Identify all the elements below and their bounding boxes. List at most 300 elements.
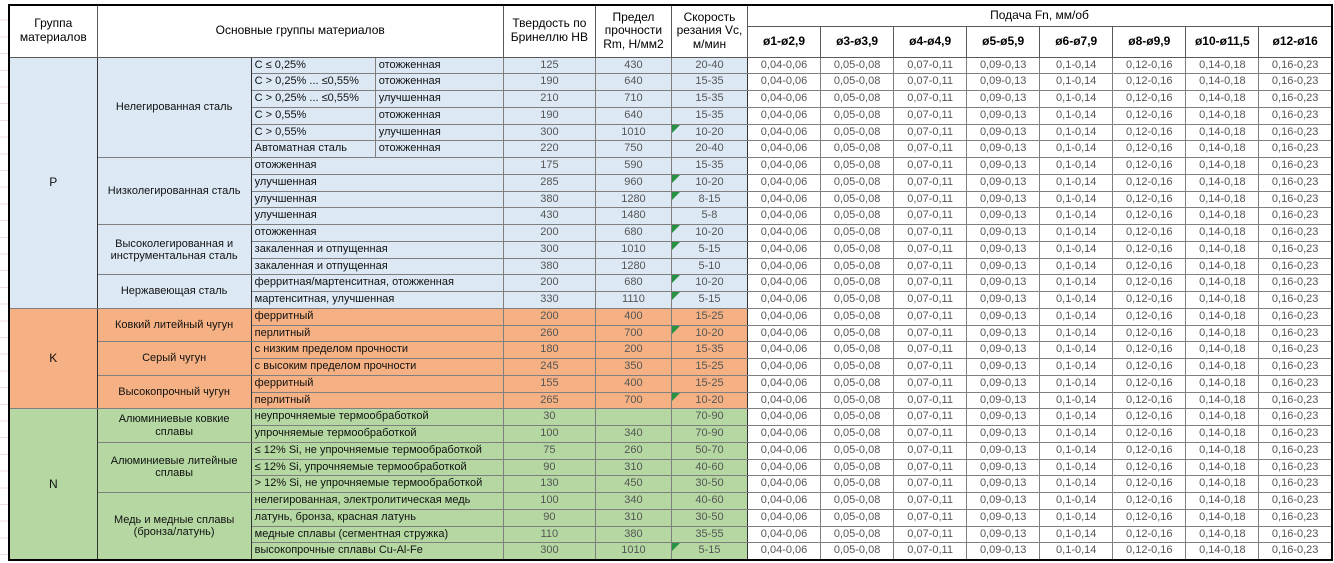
material-desc-cell: отожженная (251, 225, 503, 242)
feed-cell: 0,14-0,18 (1186, 442, 1259, 459)
feed-cell: 0,14-0,18 (1186, 543, 1259, 560)
strength-cell (595, 409, 671, 426)
feed-cell: 0,05-0,08 (821, 141, 894, 158)
feed-cell: 0,12-0,16 (1113, 426, 1186, 443)
hardness-cell: 190 (503, 107, 595, 124)
feed-cell: 0,12-0,16 (1113, 342, 1186, 359)
speed-cell: 5-15 (671, 241, 747, 258)
hardness-cell: 90 (503, 509, 595, 526)
feed-col-header: ø8-ø9,9 (1113, 26, 1186, 57)
feed-cell: 0,14-0,18 (1186, 476, 1259, 493)
feed-cell: 0,07-0,11 (894, 476, 967, 493)
material-desc-cell: перлитный (251, 325, 503, 342)
material-desc-cell: ≤ 12% Si, упрочняемые термообработкой (251, 459, 503, 476)
strength-cell: 750 (595, 141, 671, 158)
feed-cell: 0,16-0,23 (1259, 409, 1332, 426)
feed-cell: 0,14-0,18 (1186, 325, 1259, 342)
feed-cell: 0,05-0,08 (821, 409, 894, 426)
feed-cell: 0,05-0,08 (821, 74, 894, 91)
feed-col-header: ø10-ø11,5 (1186, 26, 1259, 57)
feed-cell: 0,05-0,08 (821, 325, 894, 342)
feed-cell: 0,14-0,18 (1186, 292, 1259, 309)
feed-cell: 0,14-0,18 (1186, 208, 1259, 225)
feed-cell: 0,09-0,13 (967, 158, 1040, 175)
feed-cell: 0,12-0,16 (1113, 459, 1186, 476)
feed-cell: 0,1-0,14 (1040, 392, 1113, 409)
strength-cell: 380 (595, 526, 671, 543)
feed-cell: 0,05-0,08 (821, 292, 894, 309)
material-desc-cell: закаленная и отпущенная (251, 241, 503, 258)
feed-cell: 0,1-0,14 (1040, 258, 1113, 275)
strength-cell: 1480 (595, 208, 671, 225)
feed-cell: 0,04-0,06 (748, 275, 821, 292)
feed-cell: 0,04-0,06 (748, 74, 821, 91)
hardness-cell: 220 (503, 141, 595, 158)
strength-cell: 400 (595, 375, 671, 392)
feed-cell: 0,16-0,23 (1259, 124, 1332, 141)
feed-cell: 0,16-0,23 (1259, 107, 1332, 124)
feed-cell: 0,04-0,06 (748, 292, 821, 309)
feed-cell: 0,09-0,13 (967, 258, 1040, 275)
feed-cell: 0,04-0,06 (748, 342, 821, 359)
feed-cell: 0,05-0,08 (821, 476, 894, 493)
feed-cell: 0,09-0,13 (967, 57, 1040, 74)
material-spec-cell: C > 0,55% (251, 124, 375, 141)
feed-cell: 0,14-0,18 (1186, 74, 1259, 91)
feed-cell: 0,04-0,06 (748, 225, 821, 242)
feed-cell: 0,07-0,11 (894, 375, 967, 392)
feed-cell: 0,04-0,06 (748, 392, 821, 409)
feed-cell: 0,04-0,06 (748, 258, 821, 275)
feed-cell: 0,12-0,16 (1113, 325, 1186, 342)
feed-cell: 0,05-0,08 (821, 509, 894, 526)
feed-cell: 0,12-0,16 (1113, 225, 1186, 242)
material-subgroup-cell: Низколегированная сталь (97, 158, 251, 225)
hardness-cell: 190 (503, 74, 595, 91)
feed-cell: 0,12-0,16 (1113, 191, 1186, 208)
comment-flag-icon (672, 543, 680, 551)
feed-cell: 0,07-0,11 (894, 174, 967, 191)
feed-cell: 0,12-0,16 (1113, 91, 1186, 108)
feed-cell: 0,04-0,06 (748, 459, 821, 476)
feed-cell: 0,04-0,06 (748, 442, 821, 459)
strength-cell: 1280 (595, 191, 671, 208)
feed-cell: 0,16-0,23 (1259, 208, 1332, 225)
feed-cell: 0,16-0,23 (1259, 292, 1332, 309)
feed-cell: 0,04-0,06 (748, 426, 821, 443)
feed-cell: 0,09-0,13 (967, 107, 1040, 124)
feed-cell: 0,14-0,18 (1186, 409, 1259, 426)
material-desc-cell: улучшенная (251, 174, 503, 191)
comment-flag-icon (672, 225, 680, 233)
feed-cell: 0,14-0,18 (1186, 57, 1259, 74)
hardness-cell: 210 (503, 91, 595, 108)
speed-cell: 15-35 (671, 158, 747, 175)
feed-cell: 0,04-0,06 (748, 241, 821, 258)
material-subgroup-cell: Медь и медные сплавы (бронза/латунь) (97, 493, 251, 560)
feed-cell: 0,1-0,14 (1040, 526, 1113, 543)
hardness-cell: 130 (503, 476, 595, 493)
material-row (9, 409, 1332, 426)
feed-cell: 0,1-0,14 (1040, 509, 1113, 526)
feed-col-header: ø4-ø4,9 (894, 26, 967, 57)
feed-cell: 0,12-0,16 (1113, 241, 1186, 258)
feed-cell: 0,14-0,18 (1186, 308, 1259, 325)
strength-cell: 590 (595, 158, 671, 175)
feed-cell: 0,16-0,23 (1259, 392, 1332, 409)
material-group-code-cell: N (9, 409, 97, 560)
feed-cell: 0,04-0,06 (748, 325, 821, 342)
speed-cell: 15-35 (671, 74, 747, 91)
feed-cell: 0,12-0,16 (1113, 476, 1186, 493)
feed-cell: 0,09-0,13 (967, 91, 1040, 108)
material-state-cell: улучшенная (375, 124, 503, 141)
feed-cell: 0,09-0,13 (967, 308, 1040, 325)
feed-cell: 0,07-0,11 (894, 107, 967, 124)
feed-cell: 0,14-0,18 (1186, 526, 1259, 543)
material-subgroup-cell: Алюминиевые литейные сплавы (97, 442, 251, 492)
material-spec-cell: C > 0,25% ... ≤0,55% (251, 91, 375, 108)
speed-cell: 15-25 (671, 308, 747, 325)
feed-cell: 0,1-0,14 (1040, 241, 1113, 258)
feed-cell: 0,04-0,06 (748, 191, 821, 208)
material-subgroup-cell: Высокопрочный чугун (97, 375, 251, 409)
strength-cell: 340 (595, 493, 671, 510)
feed-cell: 0,14-0,18 (1186, 258, 1259, 275)
feed-cell: 0,16-0,23 (1259, 275, 1332, 292)
hardness-cell: 380 (503, 191, 595, 208)
feed-cell: 0,16-0,23 (1259, 241, 1332, 258)
feed-cell: 0,05-0,08 (821, 107, 894, 124)
material-desc-cell: улучшенная (251, 208, 503, 225)
feed-cell: 0,09-0,13 (967, 392, 1040, 409)
feed-cell: 0,12-0,16 (1113, 359, 1186, 376)
feed-cell: 0,16-0,23 (1259, 375, 1332, 392)
feed-cell: 0,05-0,08 (821, 493, 894, 510)
feed-cell: 0,04-0,06 (748, 375, 821, 392)
material-subgroup-cell: Алюминиевые ковкие сплавы (97, 409, 251, 443)
hardness-cell: 155 (503, 375, 595, 392)
feed-cell: 0,07-0,11 (894, 308, 967, 325)
strength-cell: 640 (595, 74, 671, 91)
table-header (9, 5, 1332, 57)
feed-cell: 0,12-0,16 (1113, 74, 1186, 91)
material-spec-cell: Автоматная сталь (251, 141, 375, 158)
feed-cell: 0,1-0,14 (1040, 74, 1113, 91)
feed-cell: 0,16-0,23 (1259, 74, 1332, 91)
feed-cell: 0,07-0,11 (894, 543, 967, 560)
hardness-cell: 175 (503, 158, 595, 175)
speed-cell: 10-20 (671, 275, 747, 292)
material-desc-cell: нелегированная, электролитическая медь (251, 493, 503, 510)
feed-cell: 0,07-0,11 (894, 426, 967, 443)
feed-cell: 0,04-0,06 (748, 526, 821, 543)
material-desc-cell: высокопрочные сплавы Cu-Al-Fe (251, 543, 503, 560)
feed-cell: 0,07-0,11 (894, 158, 967, 175)
feed-cell: 0,07-0,11 (894, 442, 967, 459)
feed-cell: 0,1-0,14 (1040, 292, 1113, 309)
feed-cell: 0,1-0,14 (1040, 91, 1113, 108)
feed-cell: 0,12-0,16 (1113, 493, 1186, 510)
speed-cell: 10-20 (671, 325, 747, 342)
strength-cell: 680 (595, 225, 671, 242)
hardness-cell: 200 (503, 225, 595, 242)
feed-cell: 0,1-0,14 (1040, 459, 1113, 476)
col-header-main-groups: Основные группы материалов (97, 5, 503, 57)
col-header-material-group: Группа материалов (9, 5, 97, 57)
feed-cell: 0,16-0,23 (1259, 342, 1332, 359)
feed-cell: 0,07-0,11 (894, 292, 967, 309)
material-subgroup-cell: Нержавеющая сталь (97, 275, 251, 309)
feed-cell: 0,04-0,06 (748, 91, 821, 108)
hardness-cell: 245 (503, 359, 595, 376)
hardness-cell: 30 (503, 409, 595, 426)
material-desc-cell: закаленная и отпущенная (251, 258, 503, 275)
speed-cell: 20-40 (671, 141, 747, 158)
speed-cell: 15-25 (671, 375, 747, 392)
feed-cell: 0,09-0,13 (967, 426, 1040, 443)
material-desc-cell: улучшенная (251, 191, 503, 208)
feed-cell: 0,09-0,13 (967, 124, 1040, 141)
feed-cell: 0,14-0,18 (1186, 509, 1259, 526)
strength-cell: 350 (595, 359, 671, 376)
feed-cell: 0,16-0,23 (1259, 543, 1332, 560)
feed-cell: 0,16-0,23 (1259, 158, 1332, 175)
material-desc-cell: латунь, бронза, красная латунь (251, 509, 503, 526)
feed-cell: 0,07-0,11 (894, 124, 967, 141)
feed-cell: 0,04-0,06 (748, 359, 821, 376)
feed-cell: 0,1-0,14 (1040, 275, 1113, 292)
hardness-cell: 200 (503, 308, 595, 325)
speed-cell: 10-20 (671, 174, 747, 191)
material-spec-cell: C ≤ 0,25% (251, 57, 375, 74)
feed-cell: 0,12-0,16 (1113, 375, 1186, 392)
material-row (9, 442, 1332, 459)
sheet-gutter (0, 4, 8, 560)
feed-col-header: ø1-ø2,9 (748, 26, 821, 57)
strength-cell: 450 (595, 476, 671, 493)
feed-cell: 0,14-0,18 (1186, 375, 1259, 392)
speed-cell: 15-35 (671, 91, 747, 108)
comment-flag-icon (672, 175, 680, 183)
col-header-feed-title: Подача Fn, мм/об (748, 5, 1332, 26)
feed-cell: 0,1-0,14 (1040, 426, 1113, 443)
feed-col-header: ø12-ø16 (1259, 26, 1332, 57)
feed-cell: 0,09-0,13 (967, 526, 1040, 543)
feed-cell: 0,09-0,13 (967, 409, 1040, 426)
material-desc-cell: неупрочняемые термообработкой (251, 409, 503, 426)
material-row (9, 308, 1332, 325)
feed-cell: 0,14-0,18 (1186, 359, 1259, 376)
feed-cell: 0,07-0,11 (894, 526, 967, 543)
feed-cell: 0,12-0,16 (1113, 392, 1186, 409)
material-state-cell: отожженная (375, 107, 503, 124)
feed-cell: 0,09-0,13 (967, 543, 1040, 560)
speed-cell: 50-70 (671, 442, 747, 459)
feed-cell: 0,04-0,06 (748, 107, 821, 124)
feed-cell: 0,14-0,18 (1186, 141, 1259, 158)
feed-cell: 0,07-0,11 (894, 208, 967, 225)
feed-cell: 0,12-0,16 (1113, 526, 1186, 543)
feed-cell: 0,09-0,13 (967, 141, 1040, 158)
speed-cell: 70-90 (671, 426, 747, 443)
feed-cell: 0,09-0,13 (967, 225, 1040, 242)
feed-cell: 0,07-0,11 (894, 325, 967, 342)
speed-cell: 8-15 (671, 191, 747, 208)
hardness-cell: 180 (503, 342, 595, 359)
material-spec-cell: C > 0,55% (251, 107, 375, 124)
hardness-cell: 75 (503, 442, 595, 459)
col-header-strength: Предел прочности Rm, Н/мм2 (595, 5, 671, 57)
material-row (9, 57, 1332, 74)
feed-cell: 0,1-0,14 (1040, 375, 1113, 392)
speed-cell: 35-55 (671, 526, 747, 543)
feed-cell: 0,1-0,14 (1040, 442, 1113, 459)
feed-cell: 0,14-0,18 (1186, 225, 1259, 242)
strength-cell: 1010 (595, 543, 671, 560)
feed-cell: 0,12-0,16 (1113, 509, 1186, 526)
hardness-cell: 300 (503, 241, 595, 258)
speed-cell: 5-10 (671, 258, 747, 275)
feed-cell: 0,09-0,13 (967, 325, 1040, 342)
feed-cell: 0,05-0,08 (821, 275, 894, 292)
feed-cell: 0,04-0,06 (748, 509, 821, 526)
feed-cell: 0,12-0,16 (1113, 124, 1186, 141)
feed-cell: 0,16-0,23 (1259, 174, 1332, 191)
material-subgroup-cell: Ковкий литейный чугун (97, 308, 251, 342)
feed-cell: 0,1-0,14 (1040, 57, 1113, 74)
feed-cell: 0,14-0,18 (1186, 124, 1259, 141)
material-desc-cell: ферритный (251, 375, 503, 392)
feed-cell: 0,04-0,06 (748, 158, 821, 175)
material-state-cell: отожженная (375, 141, 503, 158)
feed-cell: 0,07-0,11 (894, 392, 967, 409)
feed-cell: 0,14-0,18 (1186, 91, 1259, 108)
feed-cell: 0,1-0,14 (1040, 225, 1113, 242)
feed-cell: 0,09-0,13 (967, 359, 1040, 376)
feed-cell: 0,04-0,06 (748, 543, 821, 560)
feed-cell: 0,16-0,23 (1259, 325, 1332, 342)
material-subgroup-cell: Высоколегированная и инструментальная сталь (97, 225, 251, 275)
material-state-cell: отожженная (375, 57, 503, 74)
speed-cell: 40-60 (671, 493, 747, 510)
hardness-cell: 90 (503, 459, 595, 476)
speed-cell: 5-8 (671, 208, 747, 225)
material-desc-cell: ≤ 12% Si, не упрочняемые термообработкой (251, 442, 503, 459)
feed-cell: 0,05-0,08 (821, 57, 894, 74)
hardness-cell: 380 (503, 258, 595, 275)
feed-cell: 0,14-0,18 (1186, 191, 1259, 208)
feed-cell: 0,04-0,06 (748, 141, 821, 158)
feed-cell: 0,14-0,18 (1186, 107, 1259, 124)
material-desc-cell: с высоким пределом прочности (251, 359, 503, 376)
feed-cell: 0,1-0,14 (1040, 158, 1113, 175)
feed-cell: 0,07-0,11 (894, 509, 967, 526)
feed-cell: 0,16-0,23 (1259, 359, 1332, 376)
feed-cell: 0,1-0,14 (1040, 107, 1113, 124)
strength-cell: 640 (595, 107, 671, 124)
feed-cell: 0,05-0,08 (821, 359, 894, 376)
strength-cell: 680 (595, 275, 671, 292)
feed-cell: 0,04-0,06 (748, 308, 821, 325)
feed-cell: 0,07-0,11 (894, 409, 967, 426)
material-desc-cell: с низким пределом прочности (251, 342, 503, 359)
feed-cell: 0,07-0,11 (894, 459, 967, 476)
feed-cell: 0,16-0,23 (1259, 308, 1332, 325)
material-row (9, 225, 1332, 242)
speed-cell: 5-15 (671, 292, 747, 309)
feed-cell: 0,05-0,08 (821, 426, 894, 443)
feed-cell: 0,04-0,06 (748, 174, 821, 191)
feed-cell: 0,16-0,23 (1259, 493, 1332, 510)
strength-cell: 1110 (595, 292, 671, 309)
feed-col-header: ø3-ø3,9 (821, 26, 894, 57)
feed-cell: 0,09-0,13 (967, 476, 1040, 493)
feed-cell: 0,1-0,14 (1040, 476, 1113, 493)
comment-flag-icon (672, 292, 680, 300)
feed-cell: 0,09-0,13 (967, 191, 1040, 208)
speed-cell: 5-15 (671, 543, 747, 560)
feed-cell: 0,12-0,16 (1113, 208, 1186, 225)
feed-cell: 0,05-0,08 (821, 258, 894, 275)
feed-cell: 0,14-0,18 (1186, 426, 1259, 443)
material-state-cell: отожженная (375, 74, 503, 91)
feed-cell: 0,16-0,23 (1259, 141, 1332, 158)
strength-cell: 310 (595, 509, 671, 526)
feed-cell: 0,1-0,14 (1040, 543, 1113, 560)
feed-cell: 0,05-0,08 (821, 124, 894, 141)
material-group-code-cell: K (9, 308, 97, 409)
col-header-speed: Скорость резания Vc, м/мин (671, 5, 747, 57)
feed-cell: 0,05-0,08 (821, 543, 894, 560)
feed-cell: 0,09-0,13 (967, 74, 1040, 91)
feed-cell: 0,09-0,13 (967, 342, 1040, 359)
material-desc-cell: ферритный (251, 308, 503, 325)
feed-cell: 0,09-0,13 (967, 208, 1040, 225)
feed-cell: 0,1-0,14 (1040, 191, 1113, 208)
col-header-hardness: Твердость по Бринеллю HB (503, 5, 595, 57)
feed-cell: 0,1-0,14 (1040, 174, 1113, 191)
material-row (9, 275, 1332, 292)
strength-cell: 1010 (595, 124, 671, 141)
feed-cell: 0,07-0,11 (894, 57, 967, 74)
feed-cell: 0,16-0,23 (1259, 459, 1332, 476)
feed-cell: 0,07-0,11 (894, 493, 967, 510)
feed-cell: 0,16-0,23 (1259, 91, 1332, 108)
feed-cell: 0,1-0,14 (1040, 409, 1113, 426)
hardness-cell: 125 (503, 57, 595, 74)
feed-cell: 0,14-0,18 (1186, 158, 1259, 175)
material-desc-cell: медные сплавы (сегментная стружка) (251, 526, 503, 543)
hardness-cell: 265 (503, 392, 595, 409)
feed-cell: 0,05-0,08 (821, 225, 894, 242)
hardness-cell: 300 (503, 543, 595, 560)
feed-cell: 0,05-0,08 (821, 375, 894, 392)
feed-cell: 0,14-0,18 (1186, 342, 1259, 359)
feed-cell: 0,05-0,08 (821, 158, 894, 175)
feed-cell: 0,09-0,13 (967, 442, 1040, 459)
feed-cell: 0,16-0,23 (1259, 426, 1332, 443)
feed-cell: 0,04-0,06 (748, 124, 821, 141)
feed-cell: 0,1-0,14 (1040, 141, 1113, 158)
feed-cell: 0,14-0,18 (1186, 392, 1259, 409)
feed-cell: 0,05-0,08 (821, 191, 894, 208)
feed-cell: 0,16-0,23 (1259, 191, 1332, 208)
feed-cell: 0,1-0,14 (1040, 124, 1113, 141)
material-state-cell: улучшенная (375, 91, 503, 108)
feed-cell: 0,12-0,16 (1113, 174, 1186, 191)
feed-cell: 0,12-0,16 (1113, 141, 1186, 158)
